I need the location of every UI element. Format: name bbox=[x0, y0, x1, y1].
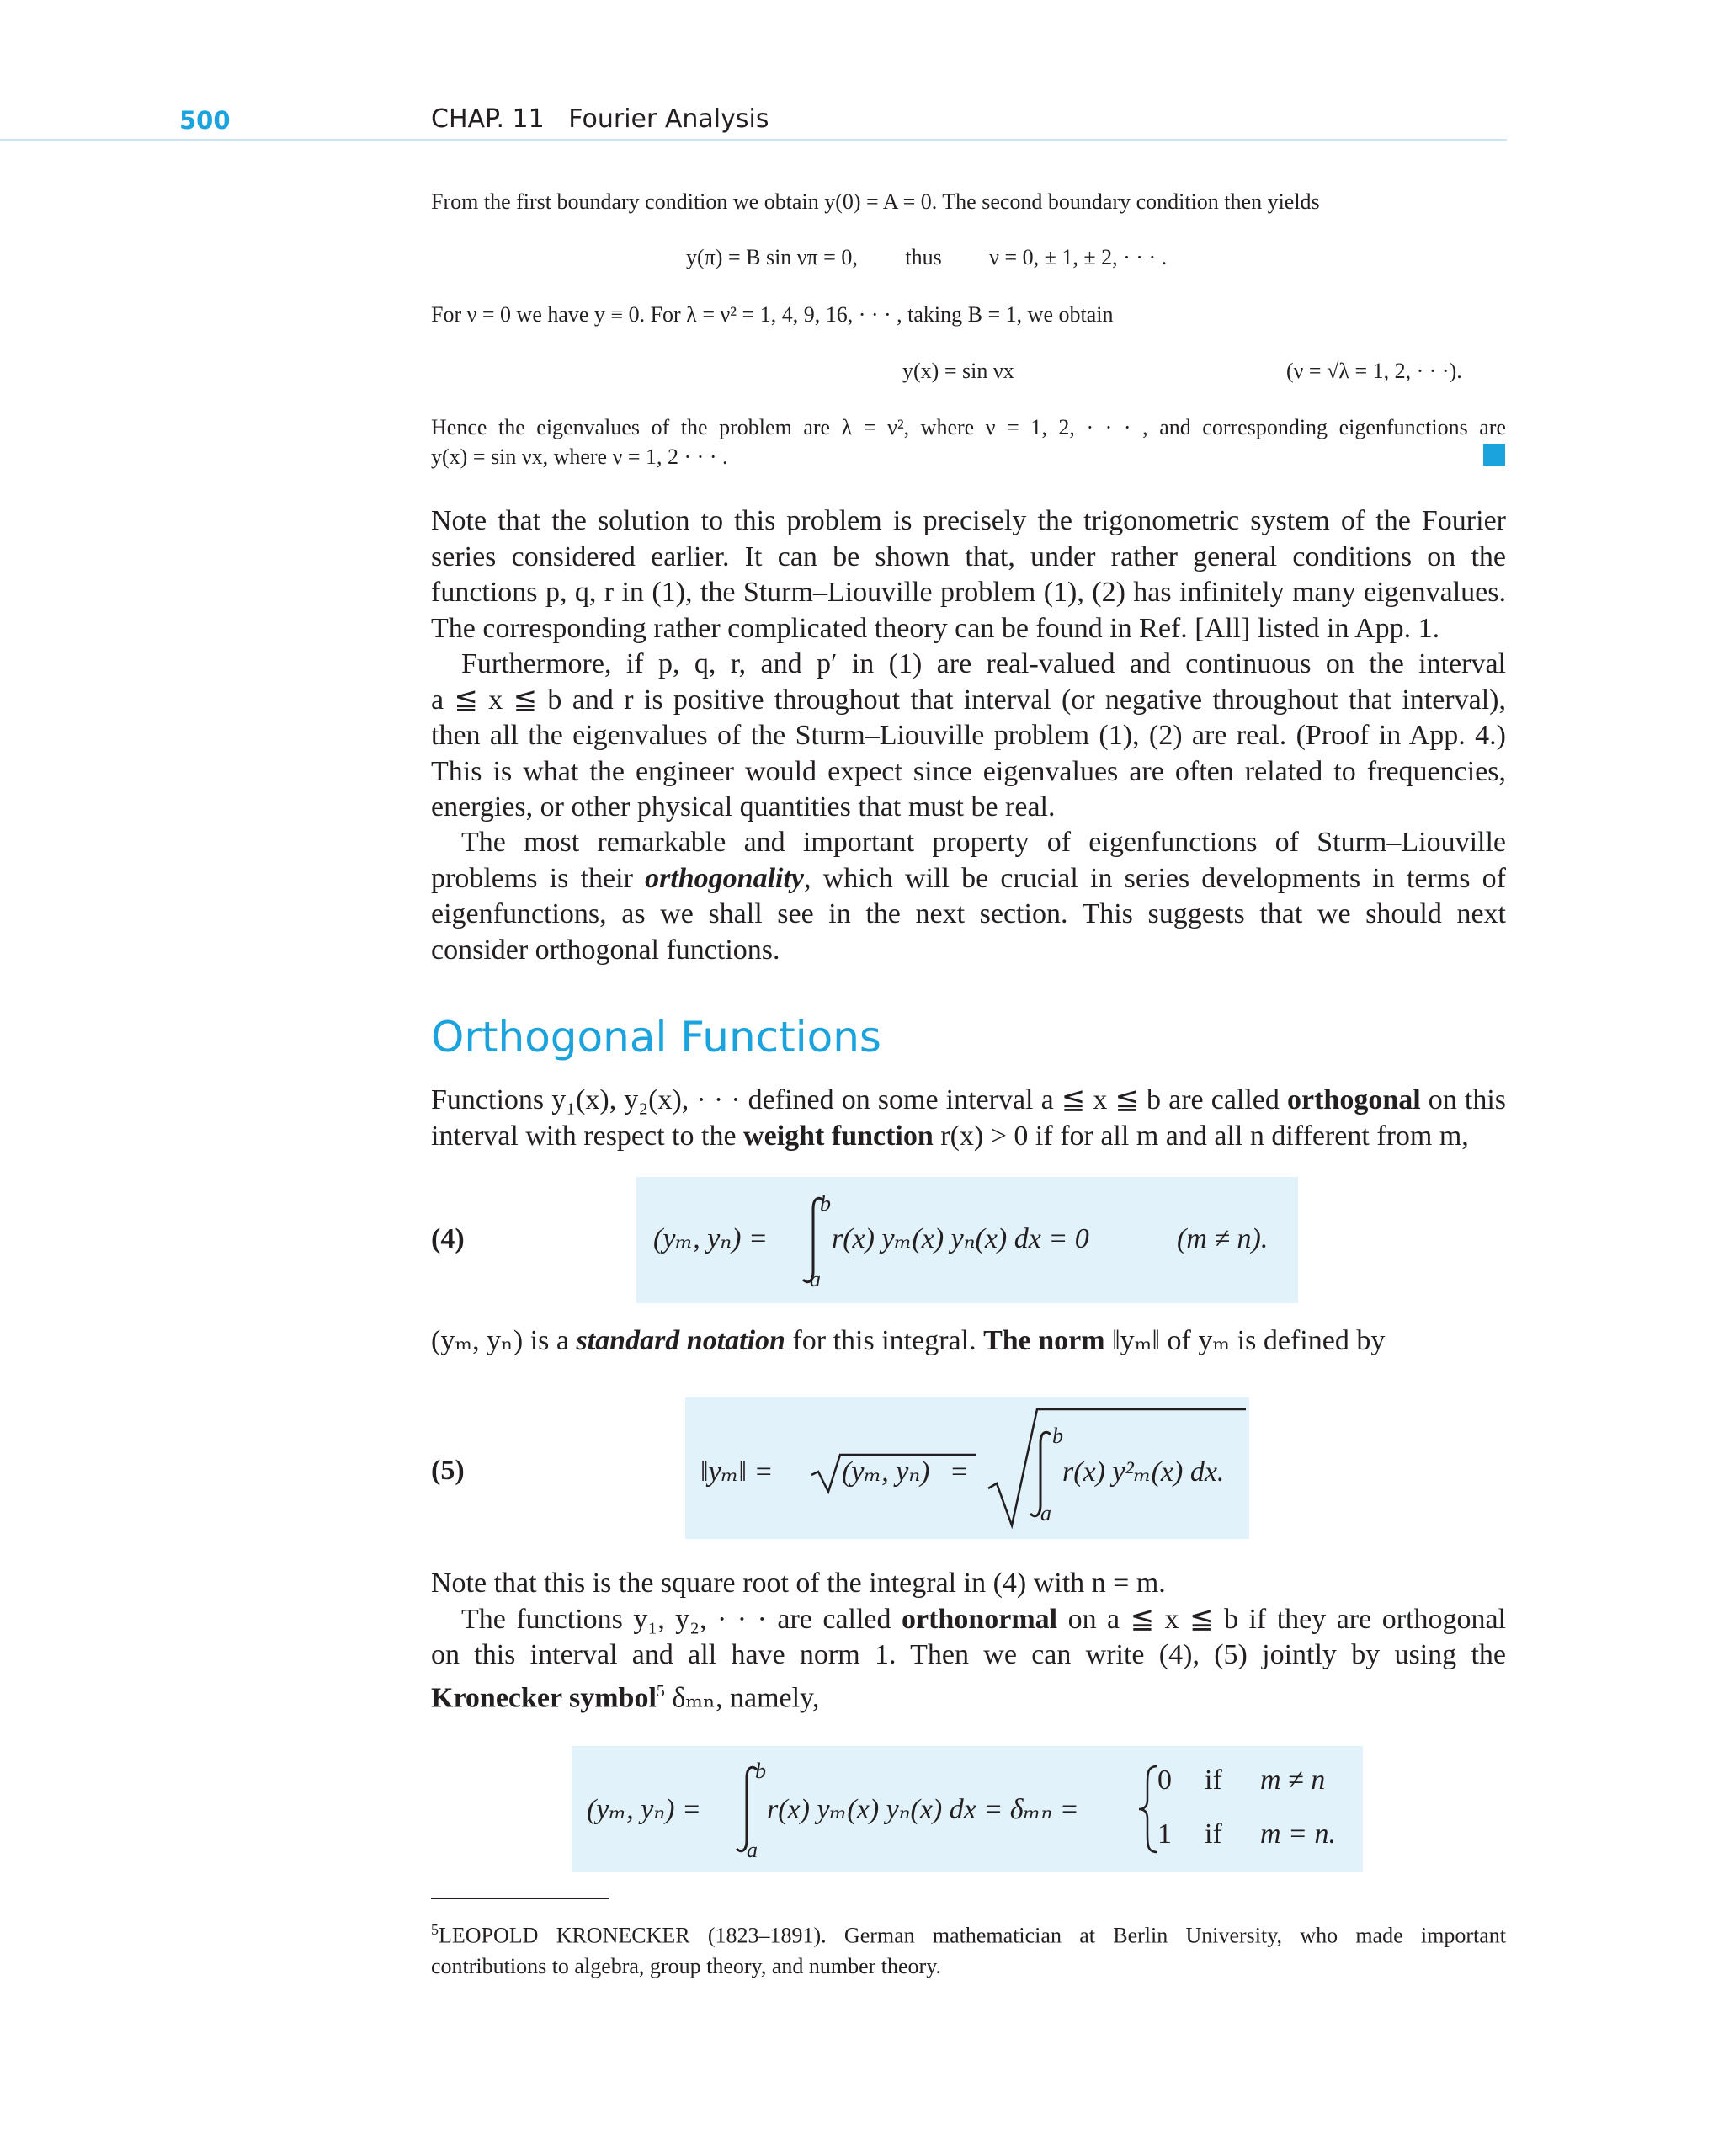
example-conclusion-1: Hence the eigenvalues of the problem are λ = ν², where ν = 1, 2, · · · , and corresponding eigenfunctions are bbox=[431, 415, 1506, 439]
para2-line: then all the eigenvalues of the Sturm–Liouville problem (1), (2) are real. (Proof in App. 4.) bbox=[431, 720, 1506, 751]
eq6-upper-limit: b bbox=[755, 1759, 766, 1783]
example-equation-2: y(x) = sin νx bbox=[902, 359, 1014, 383]
case-2-if: if bbox=[1205, 1818, 1222, 1850]
eq5-sqrt-inner: (yₘ, yₙ) bbox=[842, 1456, 930, 1488]
eq4-integrand: r(x) yₘ(x) yₙ(x) dx = 0 bbox=[832, 1223, 1089, 1254]
eq5-integrand: r(x) y²ₘ(x) dx. bbox=[1062, 1456, 1225, 1488]
eq1-thus: thus bbox=[905, 245, 942, 269]
para3-line: The most remarkable and important property of eigenfunctions of Sturm–Liouville bbox=[461, 827, 1506, 858]
eq4-lower-limit: a bbox=[810, 1267, 821, 1291]
case-1-value: 0 bbox=[1157, 1765, 1172, 1796]
orthogonal-term: orthogonal bbox=[1287, 1084, 1421, 1115]
eq1-left: y(π) = B sin νπ = 0, bbox=[686, 245, 858, 269]
footnote-rule bbox=[431, 1898, 609, 1899]
eq5-lower-limit: a bbox=[1040, 1501, 1051, 1525]
weight-function-term: weight function bbox=[743, 1120, 934, 1152]
eq1-right: ν = 0, ± 1, ± 2, · · · . bbox=[989, 245, 1168, 269]
para1-line: The corresponding rather complicated theory can be found in Ref. [All] listed in App. 1. bbox=[431, 612, 1440, 644]
chapter-title: CHAP. 11 Fourier Analysis bbox=[431, 104, 769, 134]
norm-term: The norm bbox=[983, 1325, 1105, 1356]
orthonormal-line: Kronecker symbol$^5$ δₘₙ, namely, bbox=[431, 1681, 820, 1713]
example-conclusion-2: y(x) = sin νx, where ν = 1, 2 · · · . bbox=[431, 445, 728, 469]
para1-line: functions p, q, r in (1), the Sturm–Liouville problem (1), (2) has infinitely many eigenvalues. bbox=[431, 577, 1506, 608]
orthonormal-line: Note that this is the square root of the integral in (4) with n = m. bbox=[431, 1568, 1166, 1599]
equation-5-box bbox=[685, 1397, 1249, 1539]
eq4-upper-limit: b bbox=[820, 1191, 831, 1216]
para2-line: a ≦ x ≦ b and r is positive throughout that interval (or negative throughout that interval), bbox=[431, 684, 1506, 716]
norm-line: (yₘ, yₙ) is a standard notation for this integral. The norm ‖yₘ‖ of yₘ is defined by bbox=[431, 1325, 1386, 1356]
orthogonality-term: orthogonality bbox=[645, 862, 805, 894]
para3-line: problems is their orthogonality, which will be crucial in series developments in terms of bbox=[431, 862, 1506, 894]
para1-line: Note that the solution to this problem is precisely the trigonometric system of the Fourier bbox=[431, 505, 1506, 536]
end-of-example-square bbox=[1483, 444, 1505, 466]
eq4-condition: (m ≠ n). bbox=[1177, 1223, 1269, 1254]
orthonormal-line: on this interval and all have norm 1. Then we can write (4), (5) jointly by using the bbox=[431, 1639, 1506, 1670]
case-1-condition: m ≠ n bbox=[1260, 1765, 1326, 1796]
eq6-integrand: r(x) yₘ(x) yₙ(x) dx = δₘₙ = bbox=[767, 1794, 1079, 1825]
equation-kronecker-box bbox=[572, 1746, 1363, 1872]
example-equation-1 bbox=[686, 242, 1167, 272]
footnote bbox=[431, 1914, 1506, 1982]
equation-4-label: (4) bbox=[431, 1223, 465, 1254]
definition-line: interval with respect to the weight function r(x) > 0 if for all m and all n different from m, bbox=[431, 1120, 1469, 1152]
kronecker-symbol-term: Kronecker symbol bbox=[431, 1681, 657, 1713]
section-title: Orthogonal Functions bbox=[431, 1013, 881, 1062]
para3-line: eigenfunctions, as we shall see in the next section. This suggests that we should next bbox=[431, 898, 1506, 929]
footnote-number: 5 bbox=[431, 1921, 439, 1938]
orthonormal-paragraph bbox=[431, 1566, 1506, 1716]
para3-line: consider orthogonal functions. bbox=[431, 934, 780, 966]
footnote-marker: 5 bbox=[656, 1681, 665, 1701]
para2-line: energies, or other physical quantities that must be real. bbox=[431, 791, 1056, 822]
example-line-2: For ν = 0 we have y ≡ 0. For λ = ν² = 1, 4, 9, 16, · · · , taking B = 1, we obtain bbox=[431, 302, 1114, 327]
paragraph-2 bbox=[431, 647, 1506, 826]
eq5-lhs: ‖yₘ‖ = bbox=[700, 1456, 774, 1488]
para2-line: This is what the engineer would expect since eigenvalues are often related to frequencies, bbox=[431, 755, 1506, 787]
page-number: 500 bbox=[179, 106, 231, 135]
para2-line: Furthermore, if p, q, r, and p′ in (1) are real-valued and continuous on the interval bbox=[461, 648, 1506, 679]
equation-4-box bbox=[636, 1177, 1298, 1303]
case-2-condition: m = n. bbox=[1260, 1818, 1336, 1850]
example-equation-2-condition: (ν = √λ = 1, 2, · · ·). bbox=[1286, 359, 1462, 383]
standard-notation-term: standard notation bbox=[576, 1325, 785, 1356]
eq6-lhs: (yₘ, yₙ) = bbox=[587, 1794, 701, 1825]
footnote-line: contributions to algebra, group theory, and number theory. bbox=[431, 1953, 942, 1978]
eq5-upper-limit: b bbox=[1052, 1424, 1063, 1448]
orthonormal-line: The functions y₁, y₂, · · · are called orthonormal on a ≦ x ≦ b if they are orthogonal bbox=[461, 1603, 1506, 1635]
header-rule bbox=[0, 139, 1507, 141]
footnote-line: $^5$LEOPOLD KRONECKER (1823–1891). German mathematician at Berlin University, who made important bbox=[431, 1921, 1506, 1948]
equation-5-label: (5) bbox=[431, 1455, 465, 1486]
eq6-lower-limit: a bbox=[747, 1838, 758, 1862]
case-1-if: if bbox=[1205, 1765, 1222, 1796]
orthonormal-term: orthonormal bbox=[902, 1603, 1058, 1635]
paragraph-3 bbox=[431, 825, 1506, 968]
eq4-lhs: (yₘ, yₙ) = bbox=[653, 1223, 768, 1254]
case-2-value: 1 bbox=[1157, 1818, 1172, 1850]
definition-line: Functions y₁(x), y₂(x), · · · defined on some interval a ≦ x ≦ b are called orthogonal on this bbox=[431, 1084, 1507, 1115]
para1-line: series considered earlier. It can be shown that, under rather general conditions on the bbox=[431, 540, 1506, 572]
paragraph-1 bbox=[431, 503, 1506, 647]
eq5-equals: = bbox=[951, 1456, 968, 1488]
definition-paragraph bbox=[431, 1083, 1506, 1154]
example-line-1: From the first boundary condition we obtain y(0) = A = 0. The second boundary condition then yields bbox=[431, 189, 1320, 214]
